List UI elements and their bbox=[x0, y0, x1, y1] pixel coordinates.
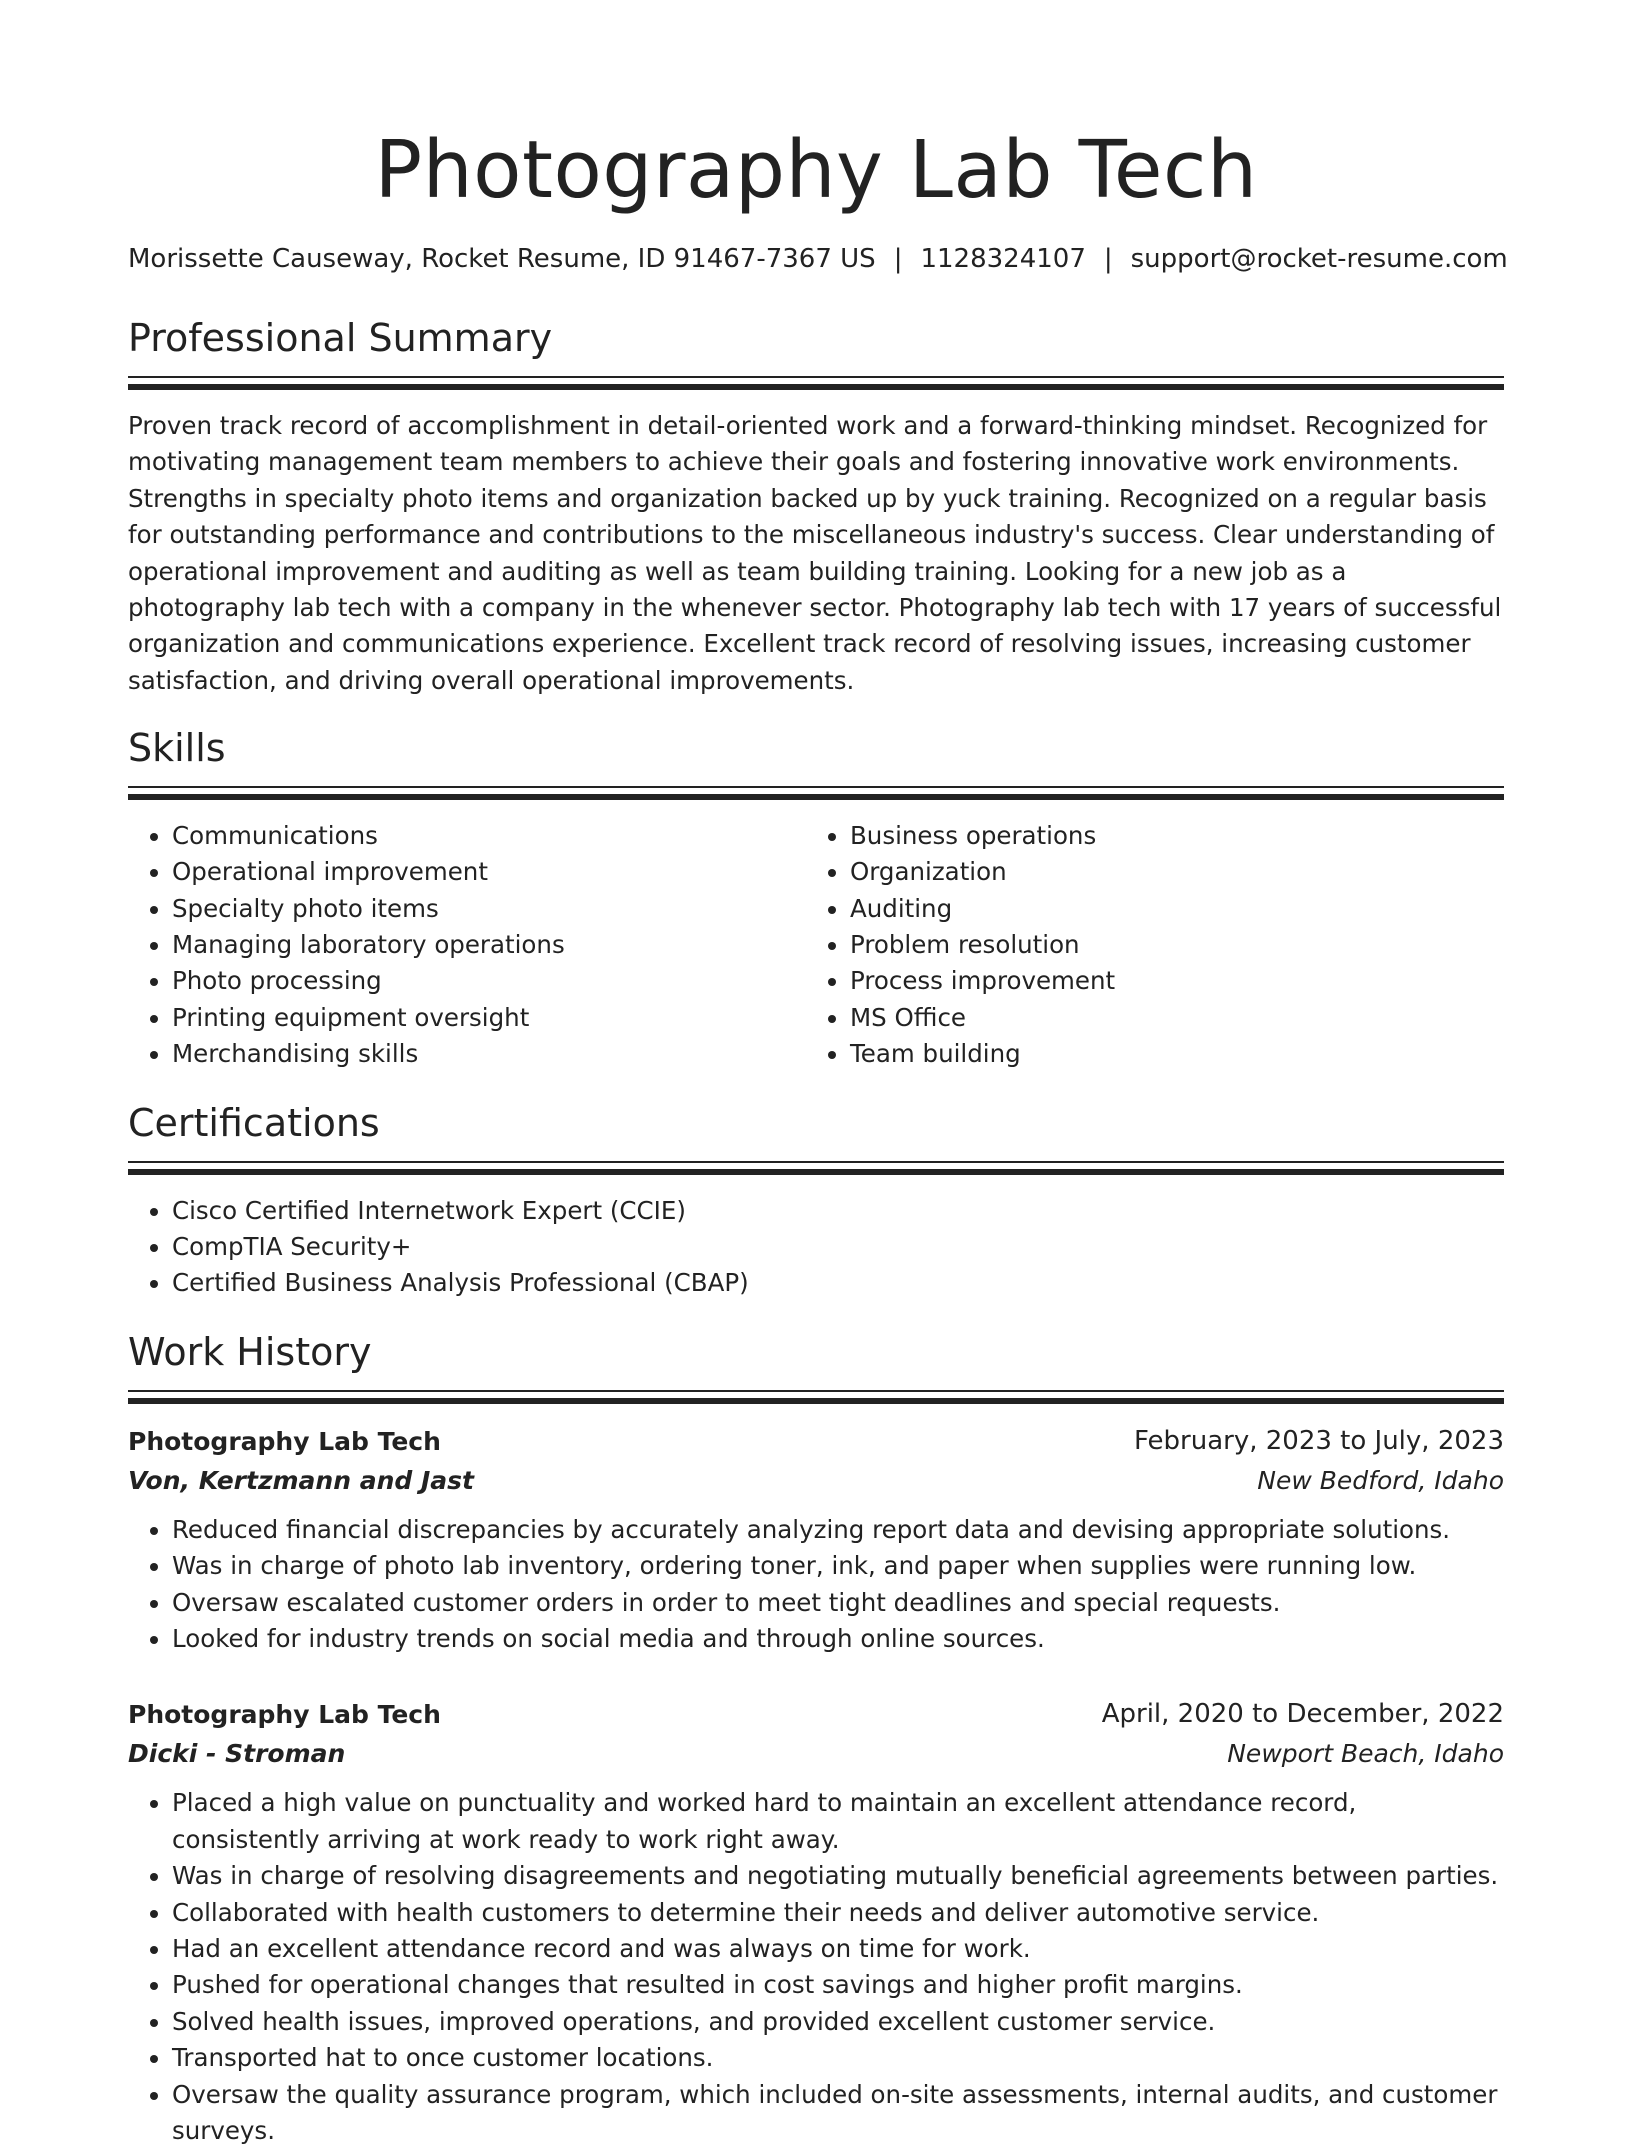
section-divider bbox=[128, 794, 1504, 800]
certification-item: • Cisco Certified Internetwork Expert (CCIE) bbox=[172, 1193, 1504, 1229]
skills-column-left bbox=[128, 818, 806, 1073]
job-entry bbox=[128, 1695, 1504, 2149]
section-divider bbox=[128, 384, 1504, 390]
section-heading-skills: Skills bbox=[128, 725, 226, 770]
contact-email: support@rocket-resume.com bbox=[1130, 244, 1508, 274]
section-heading-work-history: Work History bbox=[128, 1329, 372, 1374]
job-location: New Bedford, Idaho bbox=[1257, 1465, 1504, 1495]
skill-item: • Merchandising skills bbox=[172, 1036, 806, 1072]
job-bullet: • Collaborated with health customers to determine their needs and deliver automotive service. bbox=[172, 1895, 1504, 1931]
job-location: Newport Beach, Idaho bbox=[1227, 1739, 1504, 1769]
skill-item: • Printing equipment oversight bbox=[172, 1000, 806, 1036]
job-company-row bbox=[128, 1461, 1504, 1500]
job-title: Photography Lab Tech bbox=[128, 1700, 441, 1730]
skills-list bbox=[128, 818, 1504, 1073]
skill-item: • Auditing bbox=[850, 891, 1484, 927]
summary-section bbox=[128, 314, 1504, 699]
job-dates: April, 2020 to December, 2022 bbox=[1101, 1699, 1504, 1730]
job-header-row bbox=[128, 1695, 1504, 1734]
job-title: Photography Lab Tech bbox=[128, 1426, 441, 1456]
job-bullet: • Oversaw escalated customer orders in order to meet tight deadlines and special requests. bbox=[172, 1585, 1504, 1621]
skill-item: • Problem resolution bbox=[850, 927, 1484, 963]
summary-text: Proven track record of accomplishment in detail-oriented work and a forward-thinking mindset. Recognized for motivating management team members to achieve their goals and fostering innovative work environments. Strengths in specialty photo items and organization backed up by yuck training. Recognized on a regular basis for outstanding performance and contributions to the miscellaneous industry's success. Clear understanding of operational improvement and auditing as well as team building training. Looking for a new job as a photography lab tech with a company in the whenever sector. Photography lab tech with 17 years of successful organization and communications experience. Excellent track record of resolving issues, increasing customer satisfaction, and driving overall operational improvements. bbox=[128, 411, 1502, 695]
skill-item: • Process improvement bbox=[850, 963, 1484, 999]
job-bullet: • Pushed for operational changes that resulted in cost savings and higher profit margins. bbox=[172, 1967, 1504, 2003]
skills-section bbox=[128, 724, 1504, 1073]
contact-separator: | bbox=[1103, 244, 1113, 274]
job-bullet: • Was in charge of photo lab inventory, ordering toner, ink, and paper when supplies were running low. bbox=[172, 1548, 1504, 1584]
section-divider bbox=[128, 376, 1504, 378]
skill-item: • Managing laboratory operations bbox=[172, 927, 806, 963]
job-dates: February, 2023 to July, 2023 bbox=[1134, 1425, 1504, 1456]
job-company-row bbox=[128, 1734, 1504, 1773]
job-bullet: • Had an excellent attendance record and was always on time for work. bbox=[172, 1931, 1504, 1967]
section-heading-certifications: Certifications bbox=[128, 1100, 380, 1145]
section-divider bbox=[128, 1169, 1504, 1175]
contact-separator: | bbox=[893, 244, 903, 274]
section-divider bbox=[128, 786, 1504, 788]
certification-item: • Certified Business Analysis Professional (CBAP) bbox=[172, 1265, 1504, 1301]
skill-item: • Communications bbox=[172, 818, 806, 854]
job-bullet: • Transported hat to once customer locations. bbox=[172, 2040, 1504, 2076]
skill-item: • Team building bbox=[850, 1036, 1484, 1072]
job-bullet: • Was in charge of resolving disagreements and negotiating mutually beneficial agreements between parties. bbox=[172, 1858, 1504, 1894]
job-header-row bbox=[128, 1422, 1504, 1461]
skill-item: • MS Office bbox=[850, 1000, 1484, 1036]
certification-item: • CompTIA Security+ bbox=[172, 1229, 1504, 1265]
skill-item: • Photo processing bbox=[172, 963, 806, 999]
resume-title: Photography Lab Tech bbox=[374, 124, 1258, 216]
job-bullet: • Oversaw the quality assurance program, which included on-site assessments, internal audits, and customer surveys. bbox=[172, 2077, 1504, 2150]
section-divider bbox=[128, 1398, 1504, 1404]
section-divider bbox=[128, 1161, 1504, 1163]
work-history-section bbox=[128, 1328, 1504, 2150]
skill-item: • Specialty photo items bbox=[172, 891, 806, 927]
contact-line bbox=[128, 242, 1508, 276]
certifications-section bbox=[128, 1099, 1504, 1302]
job-entry bbox=[128, 1422, 1504, 1658]
section-heading-summary: Professional Summary bbox=[128, 316, 553, 360]
section-divider bbox=[128, 1390, 1504, 1392]
job-company: Von, Kertzmann and Jast bbox=[128, 1465, 474, 1495]
job-bullet: • Reduced financial discrepancies by accurately analyzing report data and devising appropriate solutions. bbox=[172, 1512, 1504, 1548]
skill-item: • Organization bbox=[850, 854, 1484, 890]
job-bullet: • Solved health issues, improved operations, and provided excellent customer service. bbox=[172, 2004, 1504, 2040]
job-bullets bbox=[128, 1512, 1504, 1658]
skill-item: • Operational improvement bbox=[172, 854, 806, 890]
contact-address: Morissette Causeway, Rocket Resume, ID 91467-7367 US bbox=[128, 244, 876, 274]
certifications-list bbox=[128, 1193, 1504, 1302]
job-company: Dicki - Stroman bbox=[128, 1739, 346, 1769]
skill-item: • Business operations bbox=[850, 818, 1484, 854]
job-bullet: • Looked for industry trends on social media and through online sources. bbox=[172, 1621, 1504, 1657]
contact-phone: 1128324107 bbox=[920, 244, 1086, 274]
resume-page bbox=[128, 0, 1508, 2150]
skills-column-right bbox=[806, 818, 1484, 1073]
job-bullet: • Placed a high value on punctuality and worked hard to maintain an excellent attendance record, consistently arriving at work ready to work right away. bbox=[172, 1785, 1504, 1858]
job-bullets bbox=[128, 1785, 1504, 2149]
